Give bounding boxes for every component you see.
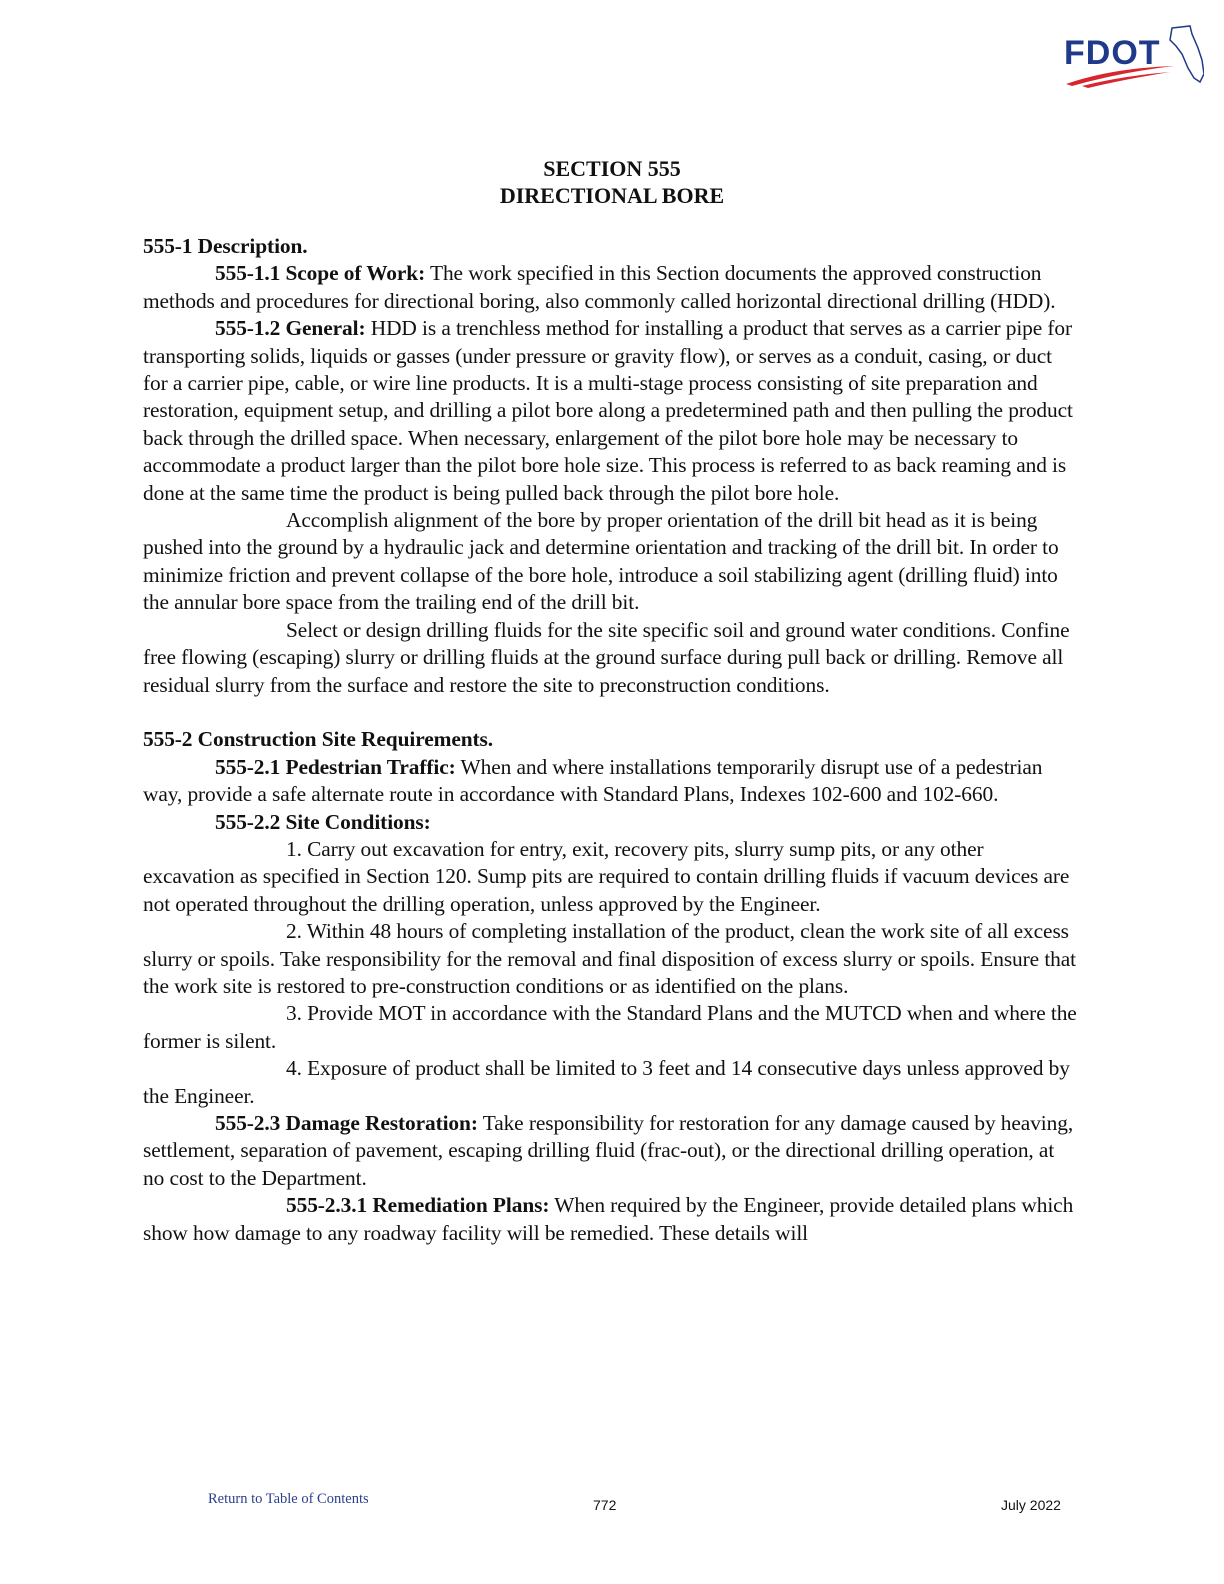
revision-date: July 2022 — [1001, 1497, 1061, 1513]
paragraph-label: 555-2.2 Site Conditions: — [215, 809, 431, 834]
list-item: 1. Carry out excavation for entry, exit, recovery pits, slurry sump pits, or any other excavation as specified in Section 120. Sump pits are required to contain drilling fluids if vacuum devices are not operated throughout the drilling operation, unless approved by the Engineer. — [143, 836, 1070, 916]
paragraph-label: 555-2.1 Pedestrian Traffic: — [215, 754, 456, 779]
paragraph-label: 555-1.1 Scope of Work: — [215, 261, 426, 286]
page-number: 772 — [593, 1497, 617, 1513]
section-heading-555-2: 555-2 Construction Site Requirements. — [143, 727, 494, 752]
section-name-title: DIRECTIONAL BORE — [499, 183, 725, 208]
paragraph-label: 555-2.3.1 Remediation Plans: — [286, 1193, 550, 1218]
list-item: 4. Exposure of product shall be limited to 3 feet and 14 consecutive days unless approved by the Engineer. — [143, 1056, 1070, 1108]
paragraph-label: 555-2.3 Damage Restoration: — [215, 1110, 478, 1135]
list-item: 2. Within 48 hours of completing installation of the product, clean the work site of all excess slurry or spoils. Take responsibility for the removal and final disposition of excess slurry or spoils. Ensure that the work site is restored to pre-construction conditions or as identified on the plans. — [143, 919, 1076, 998]
paragraph-alignment: Accomplish alignment of the bore by proper orientation of the drill bit head as it is being pushed into the ground by a hydraulic jack and determine orientation and tracking of the drill bit. In order to minimize friction and prevent collapse of the bore hole, introduce a soil stabilizing agent (drilling fluid) into the annular bore space from the trailing end of the drill bit. — [143, 508, 1059, 615]
paragraph-555-1-2: 555-1.2 General: HDD is a trenchless method for installing a product that serves as a carrier pipe for transporting solids, liquids or gasses (under pressure or gravity flow), or serves as a conduit, casing, or duct for a carrier pipe, cable, or wire line products. It is a multi-stage process consisting of site preparation and restoration, equipment setup, and drilling a pilot bore along a predetermined path and then pulling the product back through the drilled space. When necessary, enlargement of the pilot bore hole may be necessary to accommodate a product larger than the pilot bore hole size. This process is referred to as back reaming and is done at the same time the product is being pulled back through the pilot bore hole. — [143, 316, 1073, 505]
list-item: 3. Provide MOT in accordance with the Standard Plans and the MUTCD when and where the former is silent. — [143, 1001, 1077, 1053]
return-to-toc-link[interactable]: Return to Table of Contents — [208, 1491, 369, 1507]
paragraph-555-2-2 — [143, 809, 1078, 836]
document-body — [143, 233, 1078, 1247]
paragraph-555-2-3: 555-2.3 Damage Restoration: Take responsibility for restoration for any damage caused by heaving, settlement, separation of pavement, escaping drilling fluid (frac-out), or the directional drilling operation, at no cost to the Department. — [143, 1110, 1074, 1190]
paragraph-555-1-1: 555-1.1 Scope of Work: The work specified in this Section documents the approved construction methods and procedures for directional boring, also commonly called horizontal directional drilling (HDD). — [143, 261, 1056, 313]
paragraph-drilling-fluids: Select or design drilling fluids for the site specific soil and ground water conditions. Confine free flowing (escaping) slurry or drilling fluids at the ground surface during pull back or drilling. Remove all residual slurry from the surface and restore the site to preconstruction conditions. — [143, 617, 1070, 697]
fdot-logo-icon — [1062, 24, 1204, 90]
paragraph-label: 555-1.2 General: — [215, 316, 366, 341]
paragraph-555-2-1: 555-2.1 Pedestrian Traffic: When and where installations temporarily disrupt use of a pedestrian way, provide a safe alternate route in accordance with Standard Plans, Indexes 102-600 and 102-660. — [143, 754, 1043, 807]
section-number-title: SECTION 555 — [543, 156, 681, 181]
svg-text:FDOT: FDOT — [1064, 34, 1161, 72]
paragraph-555-2-3-1: 555-2.3.1 Remediation Plans: When required by the Engineer, provide detailed plans which show how damage to any roadway facility will be remedied. These details will — [143, 1193, 1074, 1245]
section-heading-555-1: 555-1 Description. — [143, 234, 308, 258]
